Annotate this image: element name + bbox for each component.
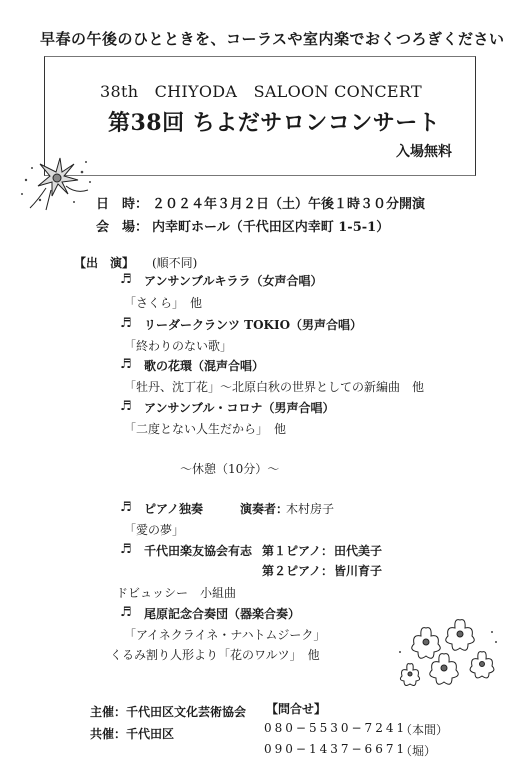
contact-heading: 【問合せ】 — [266, 702, 327, 716]
cherry-blossom-icon — [396, 612, 506, 698]
venue-label: 会 場： — [96, 220, 149, 235]
piano1-label: 第１ピアノ： — [262, 544, 334, 558]
piano-solo-piece: 「愛の夢」 — [124, 523, 185, 537]
contact-name: （堀） — [400, 744, 437, 758]
performer-name: アンサンブルキララ（女声合唱） — [144, 274, 323, 288]
contact-name: （本間） — [400, 723, 449, 737]
performer-label: 演奏者： — [240, 502, 289, 516]
music-note-icon: ♬ — [120, 357, 132, 372]
cosponsor: 共催：千代田区 — [90, 727, 175, 741]
venue-value: 内幸町ホール（千代田区内幸町 1-5-1） — [152, 220, 390, 235]
performers-heading: 【出 演】 — [74, 256, 135, 270]
tagline: 早春の午後のひとときを、コーラスや室内楽でおくつろぎください — [40, 30, 505, 48]
piano2-performer: 皆川育子 — [334, 564, 383, 578]
concert-title-english: 38th CHIYODA SALOON CONCERT — [100, 82, 422, 101]
organizer: 主催：千代田区文化芸術協会 — [90, 705, 247, 719]
performer-name: リーダークランツ TOKIO（男声合唱） — [144, 318, 363, 332]
piano-solo-label: ピアノ独奏 — [144, 502, 204, 516]
music-note-icon: ♬ — [120, 272, 132, 287]
performer-name: アンサンブル・コロナ（男声合唱） — [144, 401, 335, 415]
performer-piece: 「二度とない人生だから」 他 — [124, 422, 287, 436]
performer-name: 歌の花環（混声合唱） — [144, 359, 265, 373]
concert-title-japanese: 第38回 ちよだサロンコンサート — [108, 110, 441, 136]
music-note-icon: ♬ — [120, 500, 132, 515]
performer-piece: 「終わりのない歌」 — [124, 339, 233, 353]
admission-free-label: 入場無料 — [396, 144, 452, 160]
performer-piece: 「牡丹、沈丁花」〜北原白秋の世界としての新編曲 他 — [124, 380, 425, 394]
date-value: ２０２４年３月２日（土）午後１時３０分開演 — [152, 197, 426, 212]
performers-order-note: (順不同) — [152, 256, 198, 270]
piano-duo-label: 千代田楽友協会有志 — [144, 544, 253, 558]
intermission: 〜休憩（10分）〜 — [180, 462, 280, 476]
music-note-icon: ♬ — [120, 542, 132, 557]
sparkle-flower-icon — [16, 150, 96, 212]
ensemble-piece: 「アイネクライネ・ナハトムジーク」 — [124, 628, 326, 642]
performer-piece: 「さくら」 他 — [124, 296, 203, 310]
piano-solo-performer: 木村房子 — [286, 502, 335, 516]
music-note-icon: ♬ — [120, 316, 132, 331]
music-note-icon: ♬ — [120, 605, 132, 620]
music-note-icon: ♬ — [120, 399, 132, 414]
date-label: 日 時： — [96, 197, 149, 212]
piano2-label: 第２ピアノ： — [262, 564, 334, 578]
ensemble-label: 尾原記念合奏団（器楽合奏） — [144, 607, 301, 621]
piano-duo-piece: ドビュッシー 小組曲 — [116, 586, 237, 600]
contact-phone: 080−5530−7241 — [264, 721, 408, 735]
contact-phone: 090−1437−6671 — [264, 742, 408, 756]
ensemble-piece: くるみ割り人形より「花のワルツ」 他 — [110, 648, 320, 662]
piano1-performer: 田代美子 — [334, 544, 383, 558]
